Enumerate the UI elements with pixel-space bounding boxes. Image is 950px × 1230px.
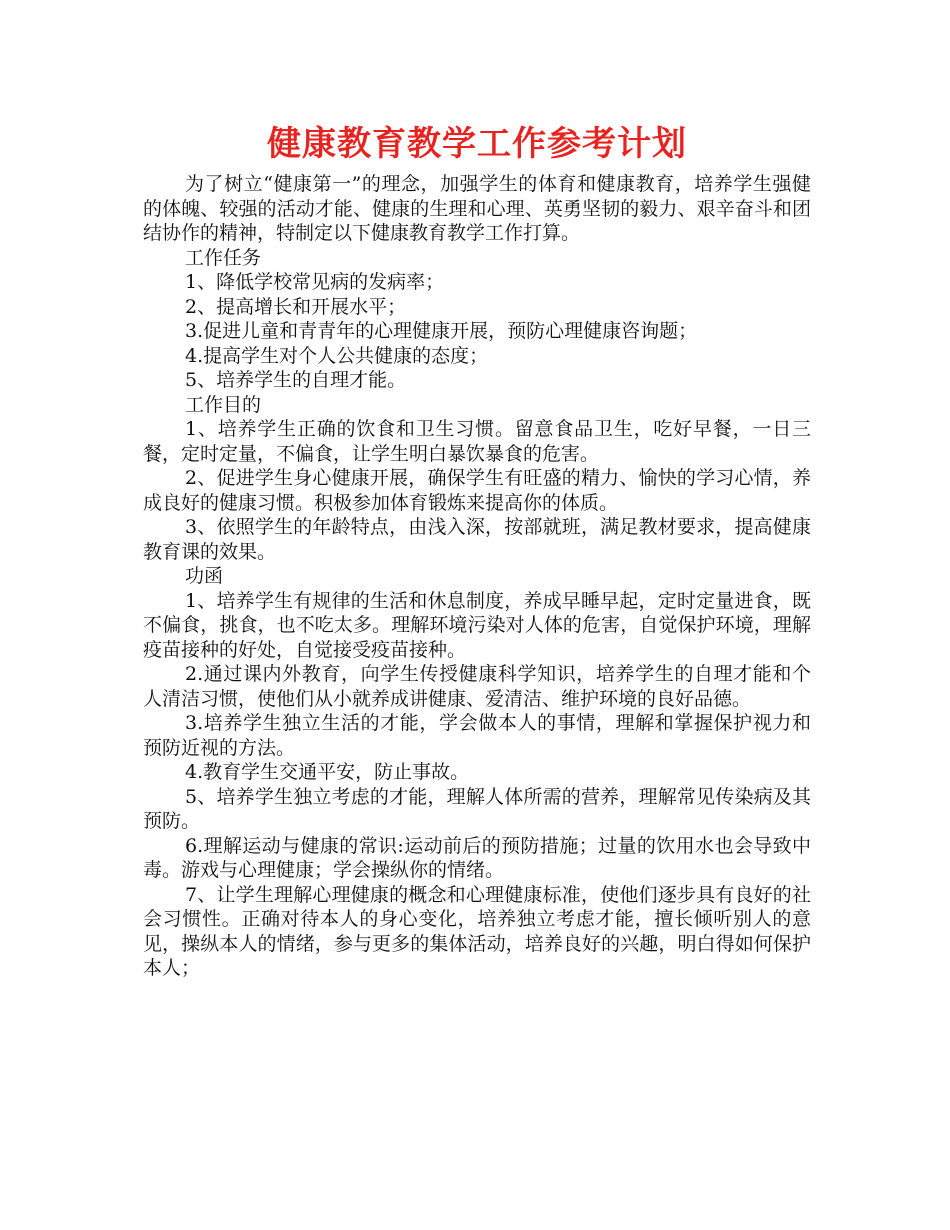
task-item: 2、提高增长和开展水平； — [185, 295, 407, 318]
goal-item: 1、培养学生正确的饮食和卫生习惯。留意食品卫生，吃好早餐，一日三餐，定时定量，不偏食，让学生明白暴饮暴食的危害。 — [143, 418, 811, 465]
task-item: 3.促进儿童和青青年的心理健康开展，预防心理健康咨询题； — [185, 320, 698, 342]
function-item: 6.理解运动与健康的常识:运动前后的预防措施；过量的饮用水也会导致中毒。游戏与心理健康；学会操纵你的情绪。 — [143, 834, 811, 881]
document-body — [143, 120, 811, 981]
function-item: 3.培养学生独立生活的才能，学会做本人的事情，理解和掌握保护视力和预防近视的方法。 — [143, 712, 811, 759]
task-item: 5、培养学生的自理才能。 — [185, 369, 407, 391]
section-heading-functions: 功函 — [185, 565, 224, 587]
function-item: 7、让学生理解心理健康的概念和心理健康标准，使他们逐步具有良好的社会习惯性。正确对待本人的身心变化，培养独立考虑才能，擅长倾听别人的意见，操纵本人的情绪，参与更多的集体活动，培养良好的兴趣，明白得如何保护本人； — [143, 883, 811, 979]
task-item: 1、降低学校常见病的发病率； — [185, 271, 445, 293]
goal-item: 3、依照学生的年龄特点，由浅入深，按部就班，满足教材要求，提高健康教育课的效果。 — [143, 516, 811, 563]
function-item: 5、培养学生独立考虑的才能，理解人体所需的营养，理解常见传染病及其预防。 — [143, 785, 811, 832]
document-title: 健康教育教学工作参考计划 — [267, 124, 687, 164]
function-item: 1、培养学生有规律的生活和休息制度，养成早睡早起，定时定量进食，既不偏食，挑食，也不吃太多。理解环境污染对人体的危害，自觉保护环境，理解疫苗接种的好处，自觉接受疫苗接种。 — [143, 589, 811, 661]
function-item: 2.通过课内外教育，向学生传授健康科学知识，培养学生的自理才能和个人清洁习惯，使他们从小就养成讲健康、爱清洁、维护环境的良好品德。 — [143, 663, 811, 710]
section-heading-tasks: 工作任务 — [185, 246, 262, 269]
function-item: 4.教育学生交通平安，防止事故。 — [185, 761, 470, 783]
goal-item: 2、促进学生身心健康开展，确保学生有旺盛的精力、愉快的学习心情，养成良好的健康习惯。积极参加体育锻炼来提高你的体质。 — [143, 467, 811, 514]
intro-paragraph: 为了树立“健康第一”的理念，加强学生的体育和健康教育，培养学生强健的体魄、较强的活动才能、健康的生理和心理、英勇坚韧的毅力、艰辛奋斗和团结协作的精神，特制定以下健康教育教学工作打算。 — [143, 173, 811, 244]
task-item: 4.提高学生对个人公共健康的态度； — [185, 344, 489, 367]
section-heading-goals: 工作目的 — [185, 393, 262, 416]
